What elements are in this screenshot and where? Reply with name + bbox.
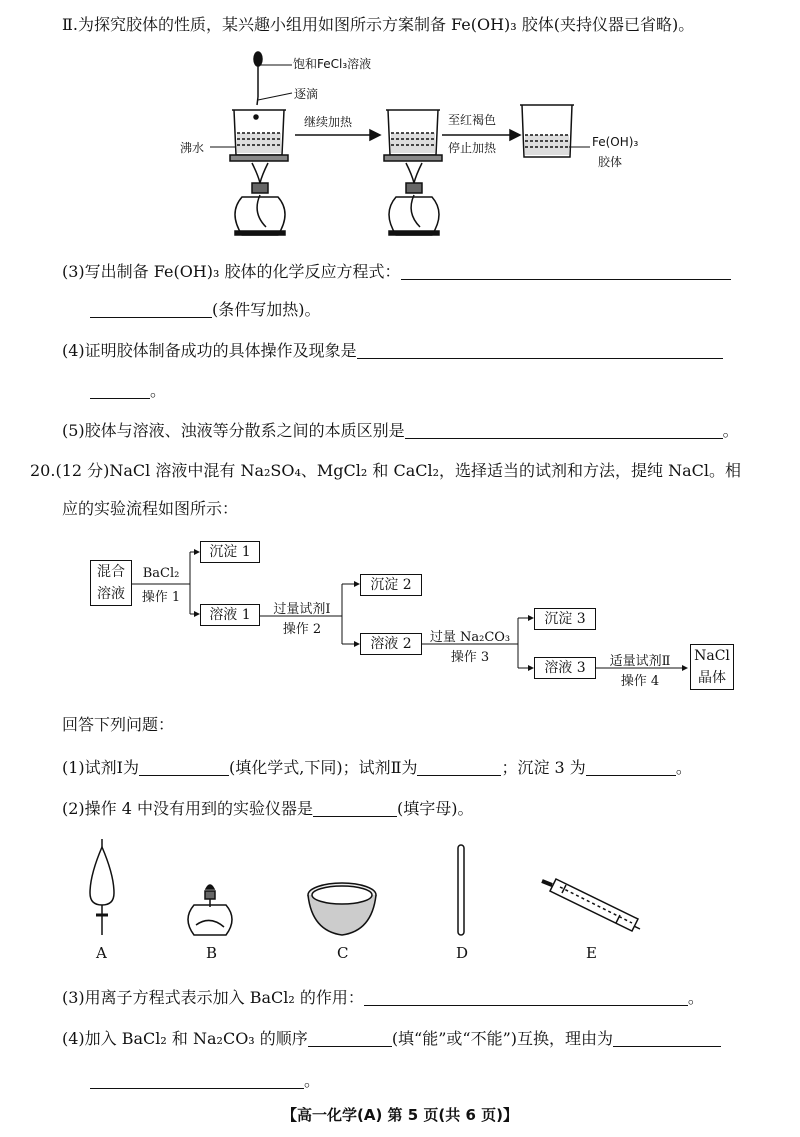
q20-1-blank-ppt3[interactable]	[586, 759, 676, 776]
step3-op: 操作 3	[450, 650, 490, 665]
end-bottom-text: 晶体	[698, 670, 726, 686]
q20-3-line	[62, 987, 704, 1009]
q5-line	[62, 420, 739, 442]
q20-3-text-b: 。	[687, 988, 704, 1007]
q5-suffix: 。	[722, 421, 739, 440]
q20-2-blank[interactable]	[313, 800, 397, 817]
q5-text: (5)胶体与溶液、浊液等分散系之间的本质区别是	[62, 421, 405, 440]
q4-answer-blank-2[interactable]	[90, 382, 150, 399]
q20-1-text-a: (1)试剂Ⅰ为	[62, 758, 139, 777]
q20-1-line	[62, 757, 692, 779]
arrow-2-label-top: 至红褐色	[448, 113, 497, 127]
q20-1-blank-reagent1[interactable]	[139, 759, 229, 776]
q20-line1: 20.(12 分)NaCl 溶液中混有 Na₂SO₄、MgCl₂ 和 CaCl₂，选择适当的试剂和方法，提纯 NaCl。相	[30, 461, 742, 480]
sol1-box: 溶液 1	[200, 604, 260, 626]
alcohol-lamp-icon	[188, 885, 232, 935]
answer-intro: 回答下列问题：	[62, 715, 175, 734]
purification-flowchart	[90, 540, 750, 690]
apparatus-letter-e: E	[586, 944, 597, 962]
sol3-box: 溶液 3	[534, 657, 596, 679]
ppt2-box: 沉淀 2	[360, 574, 422, 596]
q20-1-blank-reagent2[interactable]	[417, 759, 501, 776]
q20-4-text-c: 。	[304, 1071, 321, 1090]
step4-op: 操作 4	[620, 674, 660, 689]
arrow-1-label: 继续加热	[304, 115, 353, 129]
beaker-2-icon	[384, 110, 442, 161]
q20-4-line2	[90, 1070, 320, 1092]
part2-intro: Ⅱ.为探究胶体的性质，某兴趣小组用如图所示方案制备 Fe(OH)₃ 胶体(夹持仪器已省略)。	[62, 15, 695, 34]
start-bottom-text: 溶液	[97, 586, 125, 602]
q3-suffix: (条件写加热)。	[212, 300, 321, 319]
q3-line1	[62, 261, 731, 283]
reagent-label: 饱和FeCl₃溶液	[293, 57, 372, 71]
beaker-3-icon	[520, 105, 574, 157]
ppt1-box: 沉淀 1	[200, 541, 260, 563]
step2-op: 操作 2	[282, 622, 322, 637]
sol2-box: 溶液 2	[360, 633, 422, 655]
q20-3-text-a: (3)用离子方程式表示加入 BaCl₂ 的作用：	[62, 988, 364, 1007]
arrow-1-icon	[295, 130, 380, 140]
q20-3-blank[interactable]	[364, 989, 688, 1006]
q5-answer-blank[interactable]	[405, 422, 723, 439]
q20-4-text-b: (填“能”或“不能”)互换，理由为	[391, 1029, 614, 1048]
q3-answer-blank-2[interactable]	[90, 301, 212, 318]
q20-2-line	[62, 798, 474, 820]
evaporating-dish-icon	[308, 883, 376, 935]
q3-line2	[90, 299, 321, 321]
q20-4-line1	[62, 1028, 721, 1050]
ppt3-box: 沉淀 3	[534, 608, 596, 630]
dropper-icon	[254, 52, 262, 119]
step3-reagent: 过量 Na₂CO₃	[429, 630, 511, 645]
separatory-funnel-icon	[90, 839, 114, 935]
q20-4-text-a: (4)加入 BaCl₂ 和 Na₂CO₃ 的顺序	[62, 1029, 308, 1048]
alcohol-lamp-2-icon	[389, 163, 439, 235]
arrow-2-label-bottom: 停止加热	[448, 141, 497, 155]
q3-answer-blank-1[interactable]	[401, 263, 731, 280]
apparatus-letter-c: C	[337, 944, 349, 962]
dropwise-label: 逐滴	[294, 87, 319, 101]
alcohol-lamp-1-icon	[235, 163, 285, 235]
product-label-bottom: 胶体	[598, 155, 623, 169]
boiling-water-label: 沸水	[180, 141, 205, 155]
q4-answer-blank-1[interactable]	[357, 342, 723, 359]
apparatus-letter-b: B	[206, 944, 218, 962]
colloid-preparation-figure	[180, 45, 660, 245]
apparatus-letter-d: D	[456, 944, 469, 962]
q20-1-text-d: 。	[675, 758, 692, 777]
q20-1-text-c: ；沉淀 3 为	[501, 758, 586, 777]
q20-2-text-a: (2)操作 4 中没有用到的实验仪器是	[62, 799, 314, 818]
q20-line2: 应的实验流程如图所示：	[62, 499, 239, 518]
glass-rod-icon	[458, 845, 464, 935]
q20-4-blank-1[interactable]	[308, 1030, 392, 1047]
step1-reagent: BaCl₂	[142, 566, 180, 581]
start-top-text: 混合	[97, 564, 125, 580]
end-top-text: NaCl	[694, 648, 730, 664]
start-mixture-box	[90, 560, 132, 606]
q20-1-text-b: (填化学式,下同)；试剂Ⅱ为	[229, 758, 418, 777]
condenser-icon	[542, 879, 640, 931]
q20-4-blank-2[interactable]	[613, 1030, 721, 1047]
step2-reagent: 过量试剂Ⅰ	[273, 602, 331, 617]
q20-2-text-b: (填字母)。	[397, 799, 474, 818]
beaker-1-icon	[230, 110, 288, 161]
step1-op: 操作 1	[141, 590, 181, 605]
end-crystal-box	[690, 644, 734, 690]
step4-reagent: 适量试剂Ⅱ	[609, 654, 671, 669]
product-label-top: Fe(OH)₃	[592, 135, 639, 149]
q20-4-blank-3[interactable]	[90, 1072, 304, 1089]
q3-text: (3)写出制备 Fe(OH)₃ 胶体的化学反应方程式：	[62, 262, 401, 281]
colloid-apparatus-diagram	[180, 45, 660, 245]
q4-suffix: 。	[150, 381, 167, 400]
q4-line1	[62, 340, 723, 362]
q4-line2	[90, 380, 166, 402]
q4-text: (4)证明胶体制备成功的具体操作及现象是	[62, 341, 357, 360]
apparatus-letter-a: A	[96, 944, 107, 962]
page-footer: 【高一化学(A) 第 5 页(共 6 页)】	[281, 1106, 519, 1124]
apparatus-figure	[60, 835, 660, 945]
